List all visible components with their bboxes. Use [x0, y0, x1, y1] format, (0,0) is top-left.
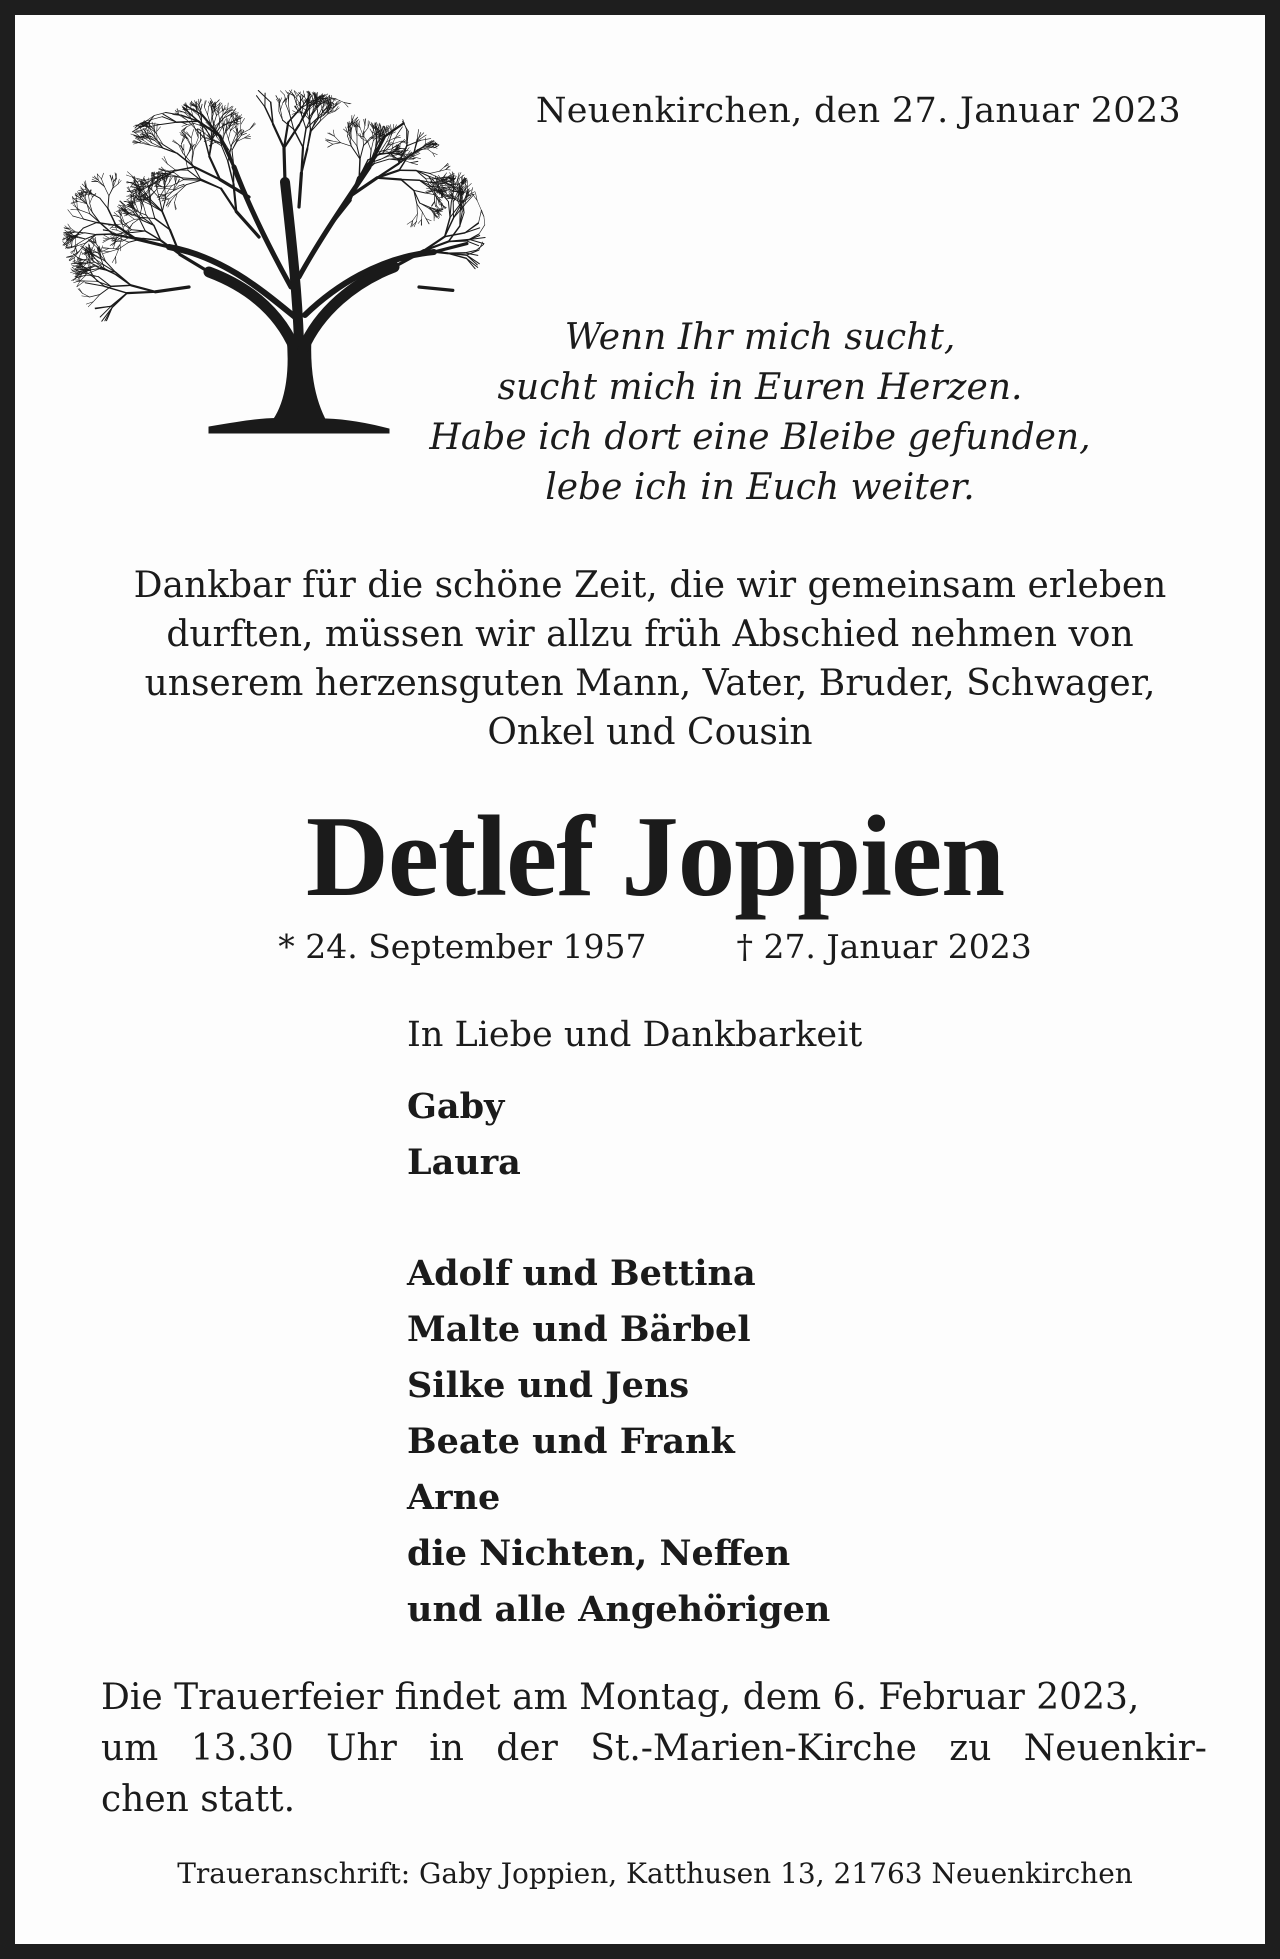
- ceremony-word: Neuenkir-: [1023, 1728, 1207, 1769]
- mourner-name: Arne: [407, 1477, 501, 1518]
- mourner-name: und alle Angehörigen: [407, 1589, 831, 1630]
- intro-line: durften, müssen wir allzu früh Abschied nehmen von: [166, 614, 1134, 655]
- ceremony-line: Die Trauerfeier findet am Montag, dem 6. Februar 2023,: [101, 1677, 1140, 1718]
- mourner-name: Silke und Jens: [407, 1365, 690, 1406]
- ceremony-line: [101, 1723, 1207, 1774]
- birth-date: * 24. September 1957: [278, 927, 647, 966]
- mourner-name: Adolf und Bettina: [407, 1253, 756, 1294]
- life-dates: [15, 927, 1280, 966]
- intro-line: unserem herzensguten Mann, Vater, Bruder, Schwager,: [144, 663, 1156, 704]
- poem-line: sucht mich in Euren Herzen.: [497, 367, 1023, 408]
- ceremony-word: 13.30: [190, 1728, 294, 1769]
- mourner-name: Gaby: [407, 1086, 505, 1127]
- deceased-name: Detlef Joppien: [305, 793, 1005, 920]
- poem: [395, 313, 1125, 513]
- ceremony-line: chen statt.: [101, 1779, 296, 1820]
- mourner-name: Laura: [407, 1142, 521, 1183]
- mourner-name: Malte und Bärbel: [407, 1309, 751, 1350]
- mourning-address: Traueranschrift: Gaby Joppien, Katthusen 13, 21763 Neuenkirchen: [177, 1857, 1133, 1890]
- place-date: Neuenkirchen, den 27. Januar 2023: [535, 91, 1181, 131]
- ceremony-word: zu: [949, 1728, 992, 1769]
- ceremony-word: St.-Marien-Kirche: [590, 1728, 917, 1769]
- intro-line: Onkel und Cousin: [487, 712, 813, 753]
- poem-line: Wenn Ihr mich sucht,: [564, 317, 956, 358]
- mourners-lead: In Liebe und Dankbarkeit: [407, 1015, 863, 1055]
- death-date: † 27. Januar 2023: [736, 927, 1032, 966]
- ceremony-word: der: [496, 1728, 558, 1769]
- poem-line: lebe ich in Euch weiter.: [545, 467, 975, 508]
- mourners-list: [407, 1015, 862, 1638]
- intro-text: [95, 561, 1205, 757]
- ceremony-word: um: [101, 1728, 159, 1769]
- ceremony-word: Uhr: [326, 1728, 397, 1769]
- mourner-name: die Nichten, Neffen: [407, 1533, 791, 1574]
- intro-line: Dankbar für die schöne Zeit, die wir gemeinsam erleben: [133, 565, 1167, 606]
- ceremony-info: [101, 1672, 1207, 1825]
- ceremony-word: in: [429, 1728, 464, 1769]
- mourner-name: Beate und Frank: [407, 1421, 735, 1462]
- poem-line: Habe ich dort eine Bleibe gefunden,: [429, 417, 1091, 458]
